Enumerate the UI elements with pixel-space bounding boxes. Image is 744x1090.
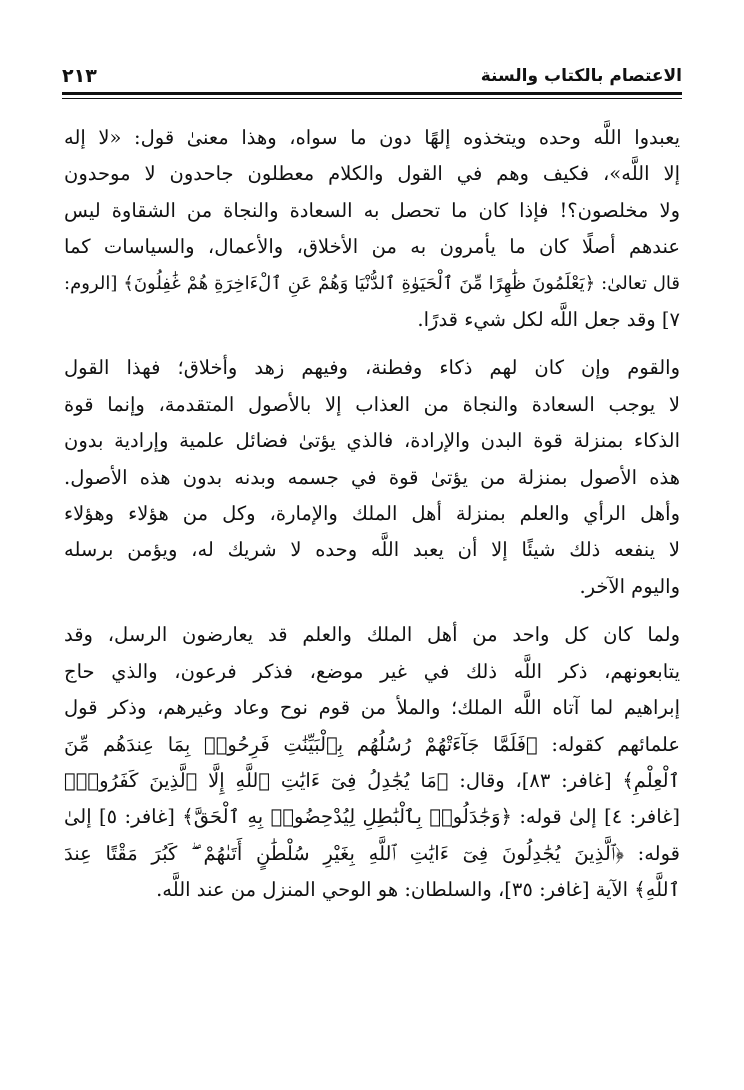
paragraph-1 bbox=[64, 120, 680, 338]
text-line: هذه الأصول بمنزلة من يؤتىٰ قوة في جسمه وبدنه بدون هذه الأصول. bbox=[64, 465, 680, 489]
header-rule-thick bbox=[62, 92, 682, 95]
running-title: الاعتصام بالكتاب والسنة bbox=[480, 66, 682, 86]
text-line: إبراهيم لما آتاه اللَّه الملك؛ والملأ من قوم نوح وعاد وغيرهم، وذكر قول bbox=[64, 696, 680, 720]
text-line-quran: قال تعالىٰ: ﴿يَعْلَمُونَ ظَٰهِرًا مِّنَ ٱلْحَيَوٰةِ ٱلدُّنْيَا وَهُمْ عَنِ ٱلْءَاخِرَةِ هُمْ غَٰفِلُونَ﴾ [الروم: bbox=[64, 272, 680, 294]
page-body bbox=[64, 120, 680, 921]
text-line: إلا اللَّه»، فكيف وهم في القول والكلام معطلون جاحدون لا موحدون bbox=[64, 162, 680, 186]
page-header bbox=[62, 58, 682, 94]
text-line-quran: [غافر: ٤] إلىٰ قوله: ﴿وَجَٰدَلُوا۟ بِٱلْبَٰطِلِ لِيُدْحِضُوا۟ بِهِ ٱلْحَقَّ﴾ [غافر: ٥] إلىٰ bbox=[64, 805, 680, 829]
header-rule-thin bbox=[62, 98, 682, 99]
paragraph-3 bbox=[64, 617, 680, 908]
text-line: الذكاء بمنزلة قوة البدن والإرادة، فالذي يؤتىٰ فضائل علمية وإرادية بدون bbox=[64, 429, 680, 453]
text-line: ولما كان كل واحد من أهل الملك والعلم قد يعارضون الرسل، وقد bbox=[64, 623, 680, 647]
page-number: ٢١٣ bbox=[62, 65, 97, 87]
text-line-quran: علمائهم كقوله: ﴿فَلَمَّا جَآءَتْهُمْ رُسُلُهُم بِٱلْبَيِّنَٰتِ فَرِحُوا۟ بِمَا عِندَهُم مِّنَ bbox=[64, 732, 680, 756]
text-line: والقوم وإن كان لهم ذكاء وفطنة، وفيهم زهد وأخلاق؛ فهذا القول bbox=[64, 356, 680, 380]
text-line: عندهم أصلًا كان ما يأمرون به من الأخلاق، والأعمال، والسياسات كما bbox=[64, 235, 680, 259]
text-line: يتابعونهم، ذكر اللَّه ذلك في غير موضع، فذكر فرعون، والذي حاج bbox=[64, 659, 680, 683]
text-line: ولا مخلصون؟! فإذا كان ما تحصل به السعادة والنجاة من الشقاوة ليس bbox=[64, 198, 680, 222]
text-line-quran: ٱلْعِلْمِ﴾ [غافر: ٨٣]، وقال: ﴿مَا يُجَٰدِلُ فِىٓ ءَايَٰتِ ٱللَّهِ إِلَّا ٱلَّذِينَ كَفَرُوا۟﴾ bbox=[64, 768, 680, 792]
text-line: لا ينفعه ذلك شيئًا إلا أن يعبد اللَّه وحده لا شريك له، ويؤمن برسله bbox=[64, 538, 680, 562]
text-line: وأهل الرأي والعلم بمنزلة أهل الملك والإمارة، وكل من هؤلاء وهؤلاء bbox=[64, 502, 680, 526]
text-line: ٱللَّهِ﴾ الآية [غافر: ٣٥]، والسلطان: هو الوحي المنزل من عند اللَّه. bbox=[156, 878, 680, 902]
paragraph-2 bbox=[64, 350, 680, 605]
text-line: ٧] وقد جعل اللَّه لكل شيء قدرًا. bbox=[417, 308, 680, 332]
text-line: واليوم الآخر. bbox=[579, 574, 680, 598]
text-line-quran: قوله: ﴿ٱلَّذِينَ يُجَٰدِلُونَ فِىٓ ءَايَٰتِ ٱللَّهِ بِغَيْرِ سُلْطَٰنٍ أَتَىٰهُمْ ۖ كَبُرَ مَقْتًا عِندَ bbox=[64, 841, 680, 865]
text-line: يعبدوا اللَّه وحده ويتخذوه إلهًا دون ما سواه، وهذا معنىٰ قول: «لا إله bbox=[64, 126, 680, 149]
text-line: لا يوجب السعادة والنجاة من العذاب إلا بالأصول المتقدمة، وإنما قوة bbox=[64, 392, 680, 416]
